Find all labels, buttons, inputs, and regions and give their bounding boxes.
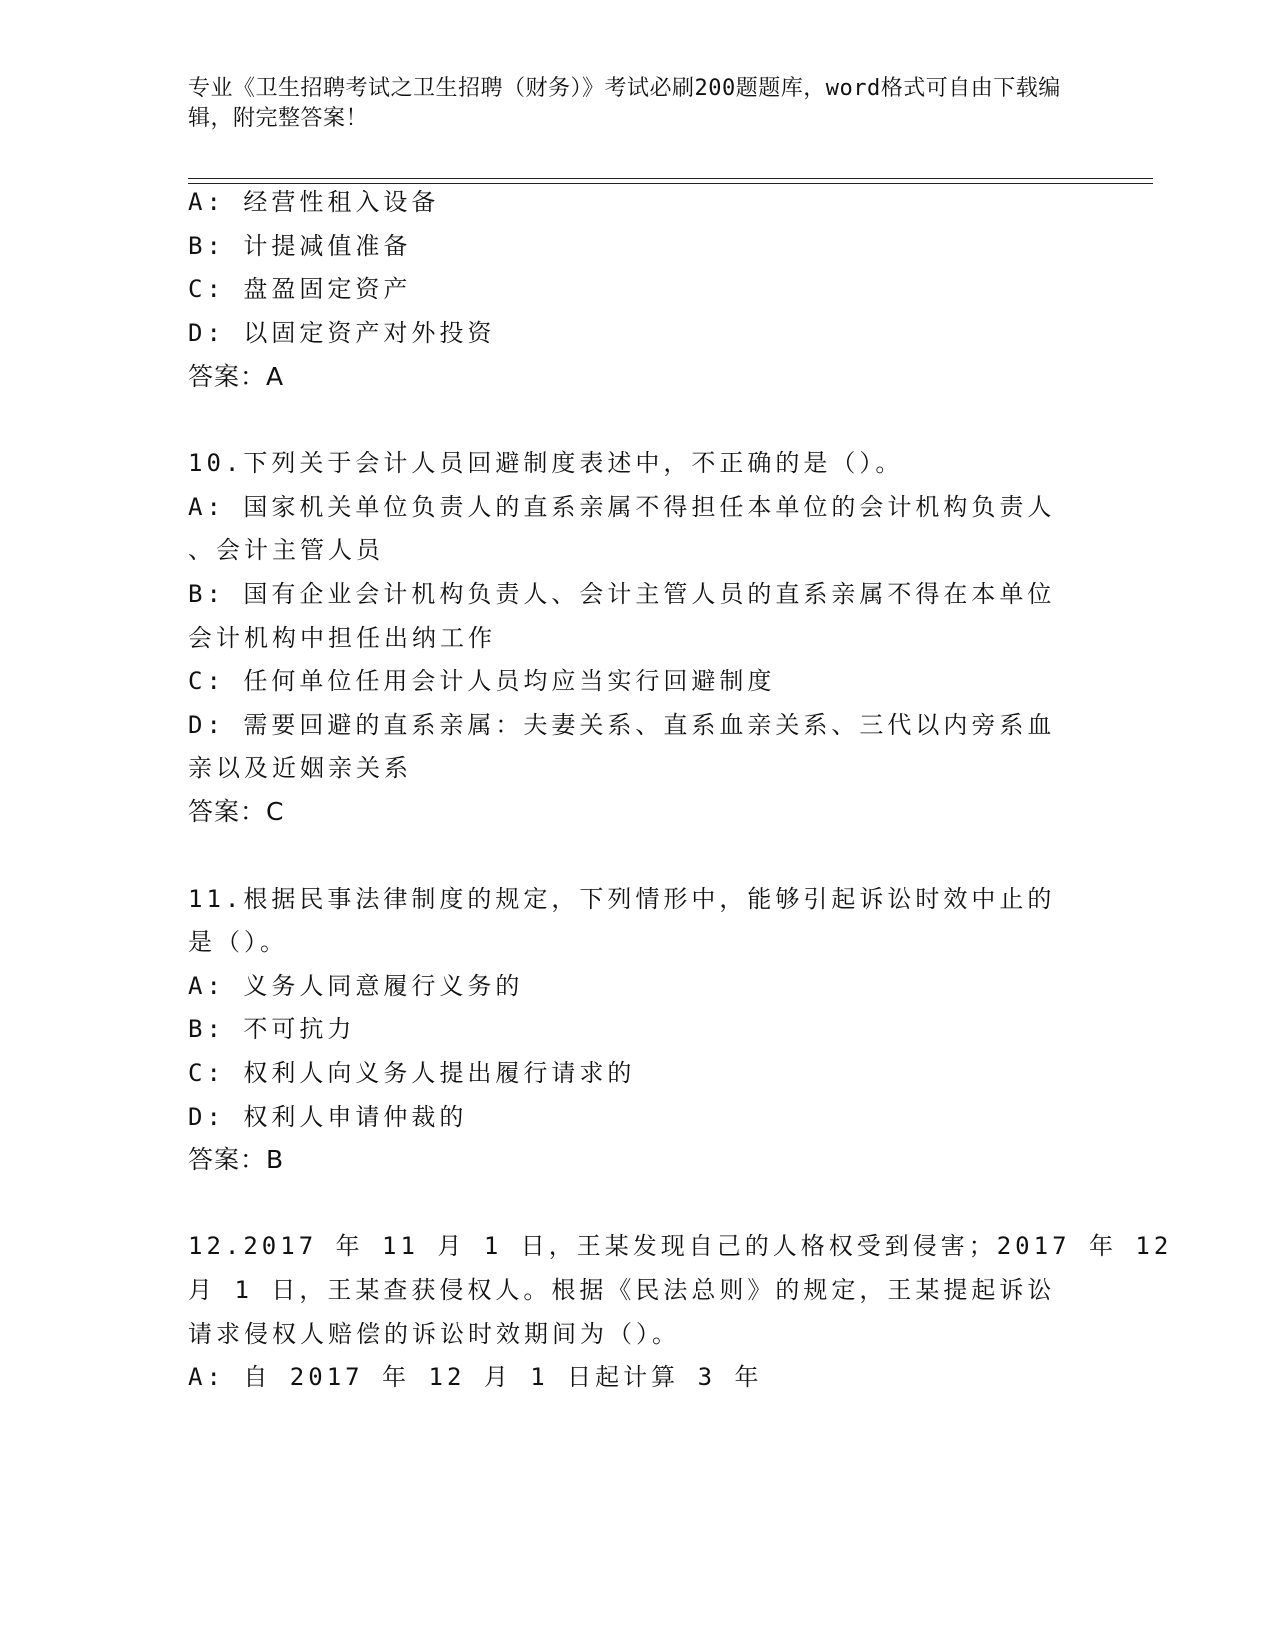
header-rule-top [188,178,1153,179]
q9-answer: 答案：A [188,362,285,391]
header-rule-bottom [188,183,1153,184]
q11-stem-line-1: 11.根据民事法律制度的规定，下列情形中，能够引起诉讼时效中止的 [188,885,1056,913]
q10-option-d: D: 需要回避的直系亲属：夫妻关系、直系血亲关系、三代以内旁系血 [188,711,1056,739]
q11-answer: 答案：B [188,1145,285,1174]
q9-option-a: A: 经营性租入设备 [188,188,440,216]
q12-stem-line-2: 月 1 日，王某查获侵权人。根据《民法总则》的规定，王某提起诉讼 [188,1276,1056,1304]
q11-option-b: B: 不可抗力 [188,1015,356,1043]
document-header: 专业《卫生招聘考试之卫生招聘（财务）》考试必刷200题题库，word格式可自由下载编辑，附完整答案！ [188,76,1061,131]
q12-stem-line-3: 请求侵权人赔偿的诉讼时效期间为（）。 [188,1320,680,1348]
q9-option-b: B: 计提减值准备 [188,232,412,260]
q12-stem-line-1: 12.2017 年 11 月 1 日，王某发现自己的人格权受到侵害；2017 年 12 [188,1232,1173,1260]
q10-stem: 10.下列关于会计人员回避制度表述中，不正确的是（）。 [188,449,904,477]
q10-option-c: C: 任何单位任用会计人员均应当实行回避制度 [188,667,776,695]
q11-option-d: D: 权利人申请仲裁的 [188,1103,468,1131]
q10-option-b-cont: 会计机构中担任出纳工作 [188,624,496,652]
q10-option-b: B: 国有企业会计机构负责人、会计主管人员的直系亲属不得在本单位 [188,580,1056,608]
q10-option-a: A: 国家机关单位负责人的直系亲属不得担任本单位的会计机构负责人 [188,493,1056,521]
q9-option-d: D: 以固定资产对外投资 [188,319,496,347]
q11-stem-line-2: 是（）。 [188,928,288,956]
q11-option-c: C: 权利人向义务人提出履行请求的 [188,1059,636,1087]
q11-option-a: A: 义务人同意履行义务的 [188,972,524,1000]
q10-answer: 答案：C [188,797,285,826]
q9-option-c: C: 盘盈固定资产 [188,275,412,303]
q10-option-a-cont: 、会计主管人员 [188,536,384,564]
q10-option-d-cont: 亲以及近姻亲关系 [188,754,412,782]
q12-option-a: A: 自 2017 年 12 月 1 日起计算 3 年 [188,1363,763,1391]
